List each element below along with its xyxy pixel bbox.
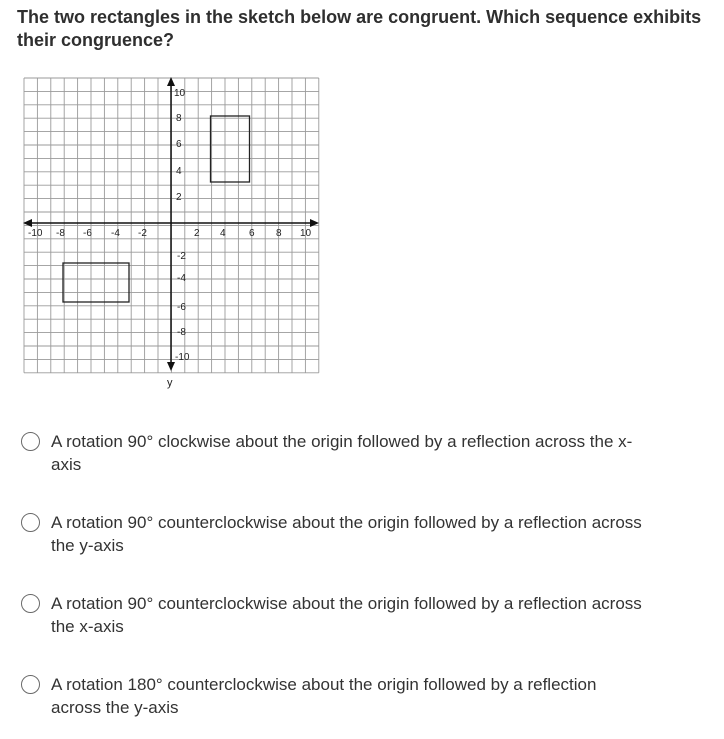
- choice-line: the y-axis: [51, 536, 124, 555]
- choice-line: A rotation 90° counterclockwise about the origin followed by a reflection across: [51, 594, 642, 613]
- x-tick-label: 4: [220, 228, 226, 239]
- y-tick-label: -2: [177, 251, 186, 262]
- choice-line: across the y-axis: [51, 698, 179, 717]
- x-tick-label: 6: [249, 228, 255, 239]
- choice-line: A rotation 90° counterclockwise about the origin followed by a reflection across: [51, 513, 642, 532]
- radio-button[interactable]: [21, 594, 40, 613]
- y-tick-label: 10: [174, 88, 186, 99]
- x-tick-label: -8: [56, 228, 65, 239]
- y-tick-label: 2: [176, 192, 182, 203]
- question-line-2: their congruence?: [17, 30, 175, 50]
- x-tick-label: -10: [28, 228, 43, 239]
- y-tick-label: -4: [177, 273, 186, 284]
- y-tick-label: -10: [175, 352, 190, 363]
- answer-choice-label: [51, 673, 724, 719]
- coordinate-grid-svg: [20, 74, 324, 394]
- y-axis-bottom-arrow: [167, 362, 175, 371]
- x-tick-label: -2: [138, 228, 147, 239]
- choice-line: A rotation 90° clockwise about the origin followed by a reflection across the x-: [51, 432, 633, 451]
- axes: [23, 77, 319, 371]
- rectangle-third-quadrant: [63, 263, 129, 302]
- x-tick-label: 2: [194, 228, 200, 239]
- choice-line: the x-axis: [51, 617, 124, 636]
- x-tick-label: 8: [276, 228, 282, 239]
- answer-choice-label: [51, 430, 724, 476]
- radio-button[interactable]: [21, 675, 40, 694]
- x-tick-label: -6: [83, 228, 92, 239]
- radio-button[interactable]: [21, 432, 40, 451]
- choice-line: A rotation 180° counterclockwise about the origin followed by a reflection: [51, 675, 597, 694]
- y-tick-label: -6: [177, 302, 186, 313]
- x-tick-label: 10: [300, 228, 312, 239]
- radio-button[interactable]: [21, 513, 40, 532]
- choice-line: axis: [51, 455, 82, 474]
- y-tick-label: 8: [176, 113, 182, 124]
- answer-choice-label: [51, 592, 724, 638]
- y-tick-label: 6: [176, 139, 182, 150]
- question-text: [17, 6, 717, 52]
- y-axis-label: y: [167, 377, 173, 389]
- y-tick-label: 4: [176, 166, 182, 177]
- question-line-1: The two rectangles in the sketch below are congruent. Which sequence exhibits: [17, 7, 702, 27]
- coordinate-grid: [20, 74, 324, 394]
- answer-choice-label: [51, 511, 724, 557]
- y-tick-label: -8: [177, 327, 186, 338]
- x-tick-label: -4: [111, 228, 120, 239]
